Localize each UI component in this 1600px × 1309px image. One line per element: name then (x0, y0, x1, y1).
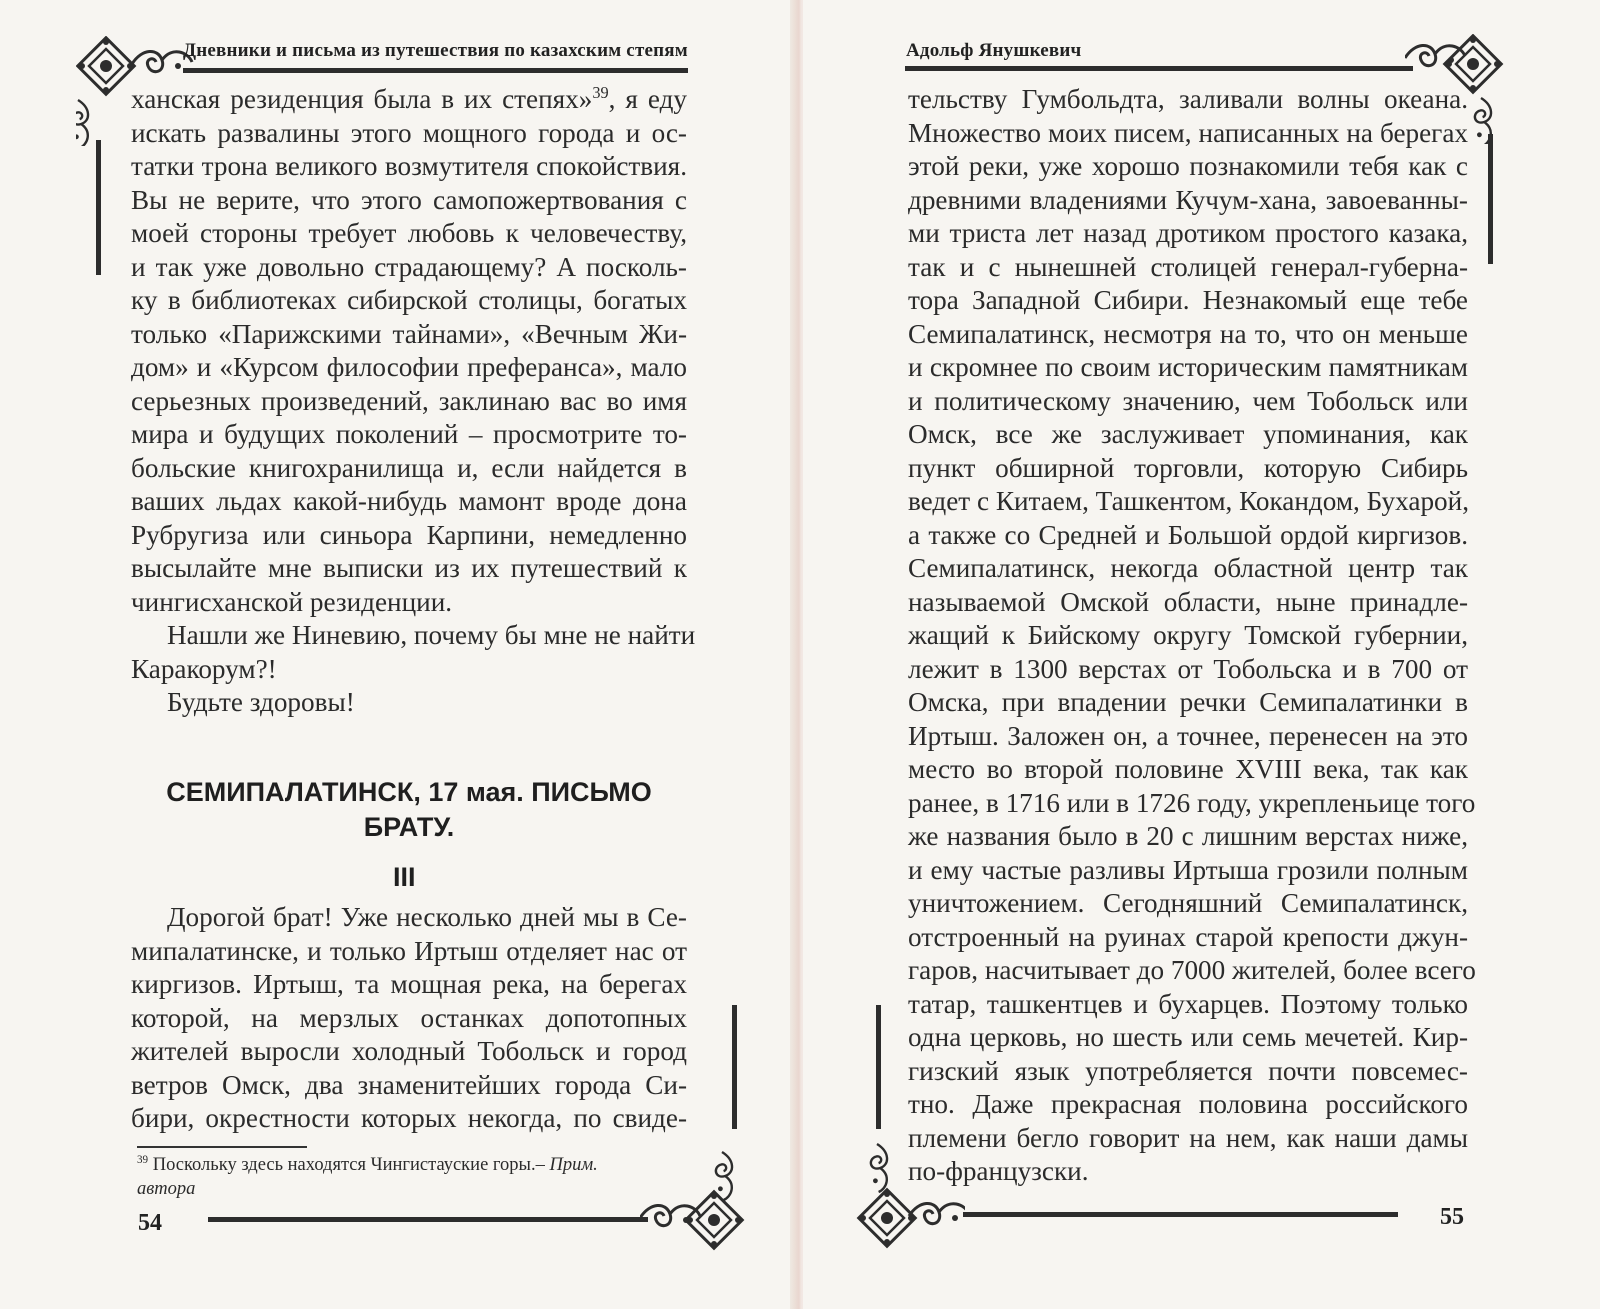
body-line: отстроенный на руинах старой крепости джун- (908, 922, 1468, 952)
body-line: одна церковь, но шесть или семь мечетей. Кир- (908, 1022, 1468, 1052)
body-line: гаров, насчитывает до 7000 жителей, более всего (908, 955, 1476, 985)
header-rule (905, 66, 1413, 71)
body-line: дом» и «Курсом философии преферанса», мало (131, 352, 687, 382)
body-line: племени бегло говорит на нем, как наши дамы (908, 1123, 1468, 1153)
left-margin-bar (96, 140, 101, 275)
page-number: 54 (138, 1210, 162, 1236)
footer-rule (208, 1217, 648, 1222)
body-line: место во второй половине XVIII века, так как (908, 754, 1468, 784)
body-line: которой, на мерзлых останках допотопных (131, 1003, 687, 1033)
body-line: искать развалины этого мощного города и ос- (131, 118, 687, 148)
body-line: татар, ташкентцев и бухарцев. Поэтому только (908, 989, 1468, 1019)
body-line: лежит в 1300 верстах от Тобольска и в 700 от (908, 654, 1468, 684)
body-line: Омск, все же заслуживает упоминания, как (908, 419, 1468, 449)
body-line: ваших льдах какой-нибудь мамонт вроде дона (131, 486, 687, 516)
header-rule (183, 68, 688, 73)
body-line: мипалатинске, и только Иртыш отделяет нас от (131, 936, 687, 966)
body-line: Вы не верите, что этого самопожертвования с (131, 185, 687, 215)
body-line: высылайте мне выписки из их путешествий к (131, 553, 687, 583)
ornamental-corner-icon (640, 1142, 750, 1254)
body-line: и так уже довольно страдающему? А посколь- (131, 252, 687, 282)
body-line: Множество моих писем, написанных на берегах (908, 118, 1468, 148)
body-line: жителей выросли холодный Тобольск и город (131, 1036, 687, 1066)
body-line: древними владениями Кучум-хана, завоеванны- (908, 185, 1468, 215)
body-line: Семипалатинск, некогда областной центр так (908, 553, 1468, 583)
footnote-rule (137, 1146, 307, 1148)
body-line: же названия было в 20 с лишним верстах ниже, (908, 821, 1468, 851)
body-line: и скромнее по своим историческим памятникам (908, 352, 1468, 382)
body-line: Рубругиза или синьора Карпини, немедленно (131, 520, 687, 550)
body-line: Иртыш. Заложен он, а точнее, перенесен на это (908, 721, 1468, 751)
body-line: ветров Омск, два знаменитейших города Си- (131, 1070, 687, 1100)
left-margin-bar (876, 1005, 881, 1129)
body-line: Каракорум?! (131, 654, 277, 684)
body-line: тно. Даже прекрасная половина российского (908, 1089, 1468, 1119)
footer-rule (963, 1212, 1398, 1217)
body-line: татки трона великого возмутителя спокойствия. (131, 151, 687, 181)
body-line: мира и будущих поколений – просмотрите то- (131, 419, 687, 449)
body-line: а также со Средней и Большой ордой киргизов. (908, 520, 1468, 550)
footnote: $^{39}$ Поскольку здесь находятся Чингистауские горы.– Прим. автора (137, 1153, 598, 1199)
body-line: ведет с Китаем, Ташкентом, Кокандом, Бухарой, (908, 486, 1469, 516)
body-line: Омска, при впадении речки Семипалатинки в (908, 687, 1468, 717)
body-line: бири, окрестности которых некогда, по свиде- (131, 1103, 687, 1133)
body-line: тора Западной Сибири. Незнакомый еще тебе (908, 285, 1468, 315)
body-line: тельству Гумбольдта, заливали волны океана. (908, 84, 1468, 114)
body-line: пункт обширной торговли, которую Сибирь (908, 453, 1468, 483)
chapter-title: СЕМИПАЛАТИНСК, 17 мая. ПИСЬМО БРАТУ. (166, 777, 652, 842)
body-line: ми триста лет назад дротиком простого казака, (908, 218, 1468, 248)
body-line: называемой Омской области, ныне принадле- (908, 587, 1468, 617)
right-page (803, 0, 1600, 1309)
body-line: этой реки, уже хорошо познакомили тебя как с (908, 151, 1468, 181)
body-line: серьезных произведений, заклинаю вас во имя (131, 386, 687, 416)
body-line: Семипалатинск, несмотря на то, что он меньше (908, 319, 1468, 349)
body-line: гизский язык употребляется почти повсемес- (908, 1056, 1468, 1086)
body-line: Нашли же Ниневию, почему бы мне не найти (167, 620, 696, 650)
body-line: ханская резиденция была в их степях»$^{39}$, я еду (131, 82, 687, 114)
body-line: Будьте здоровы! (167, 687, 355, 717)
left-page (0, 0, 797, 1309)
right-margin-bar (732, 1005, 737, 1129)
body-line: жащий к Бийскому округу Томской губернии, (908, 620, 1468, 650)
body-line: только «Парижскими тайнами», «Вечным Жи- (131, 319, 687, 349)
body-line: так и с нынешней столицей генерал-губерна- (908, 252, 1468, 282)
ornamental-corner-icon (855, 1140, 965, 1250)
body-line: чингисханской резиденции. (131, 587, 453, 617)
body-line: ку в библиотеках сибирской столицы, богатых (131, 285, 687, 315)
body-line: ранее, в 1716 или в 1726 году, укрепленьице того (908, 788, 1476, 818)
body-line: и ему частые разливы Иртыша грозили полным (908, 855, 1468, 885)
body-line: киргизов. Иртыш, та мощная река, на берегах (131, 969, 687, 999)
body-line: больские книгохранилища и, если найдется в (131, 453, 687, 483)
body-line: по-французски. (908, 1156, 1089, 1186)
page-number: 55 (1440, 1204, 1464, 1230)
running-head: Адольф Янушкевич (906, 40, 1082, 61)
body-line: моей стороны требует любовь к человечеству, (131, 218, 687, 248)
section-numeral: III (393, 862, 416, 892)
footnote-ref[interactable]: 39 (592, 82, 609, 102)
body-line: и политическому значению, чем Тобольск или (908, 386, 1468, 416)
running-head: Дневники и письма из путешествия по казахским степям (183, 40, 688, 61)
body-line: уничтожением. Сегодняшний Семипалатинск, (908, 888, 1468, 918)
body-line: Дорогой брат! Уже несколько дней мы в Се- (167, 902, 687, 932)
right-margin-bar (1488, 134, 1493, 264)
